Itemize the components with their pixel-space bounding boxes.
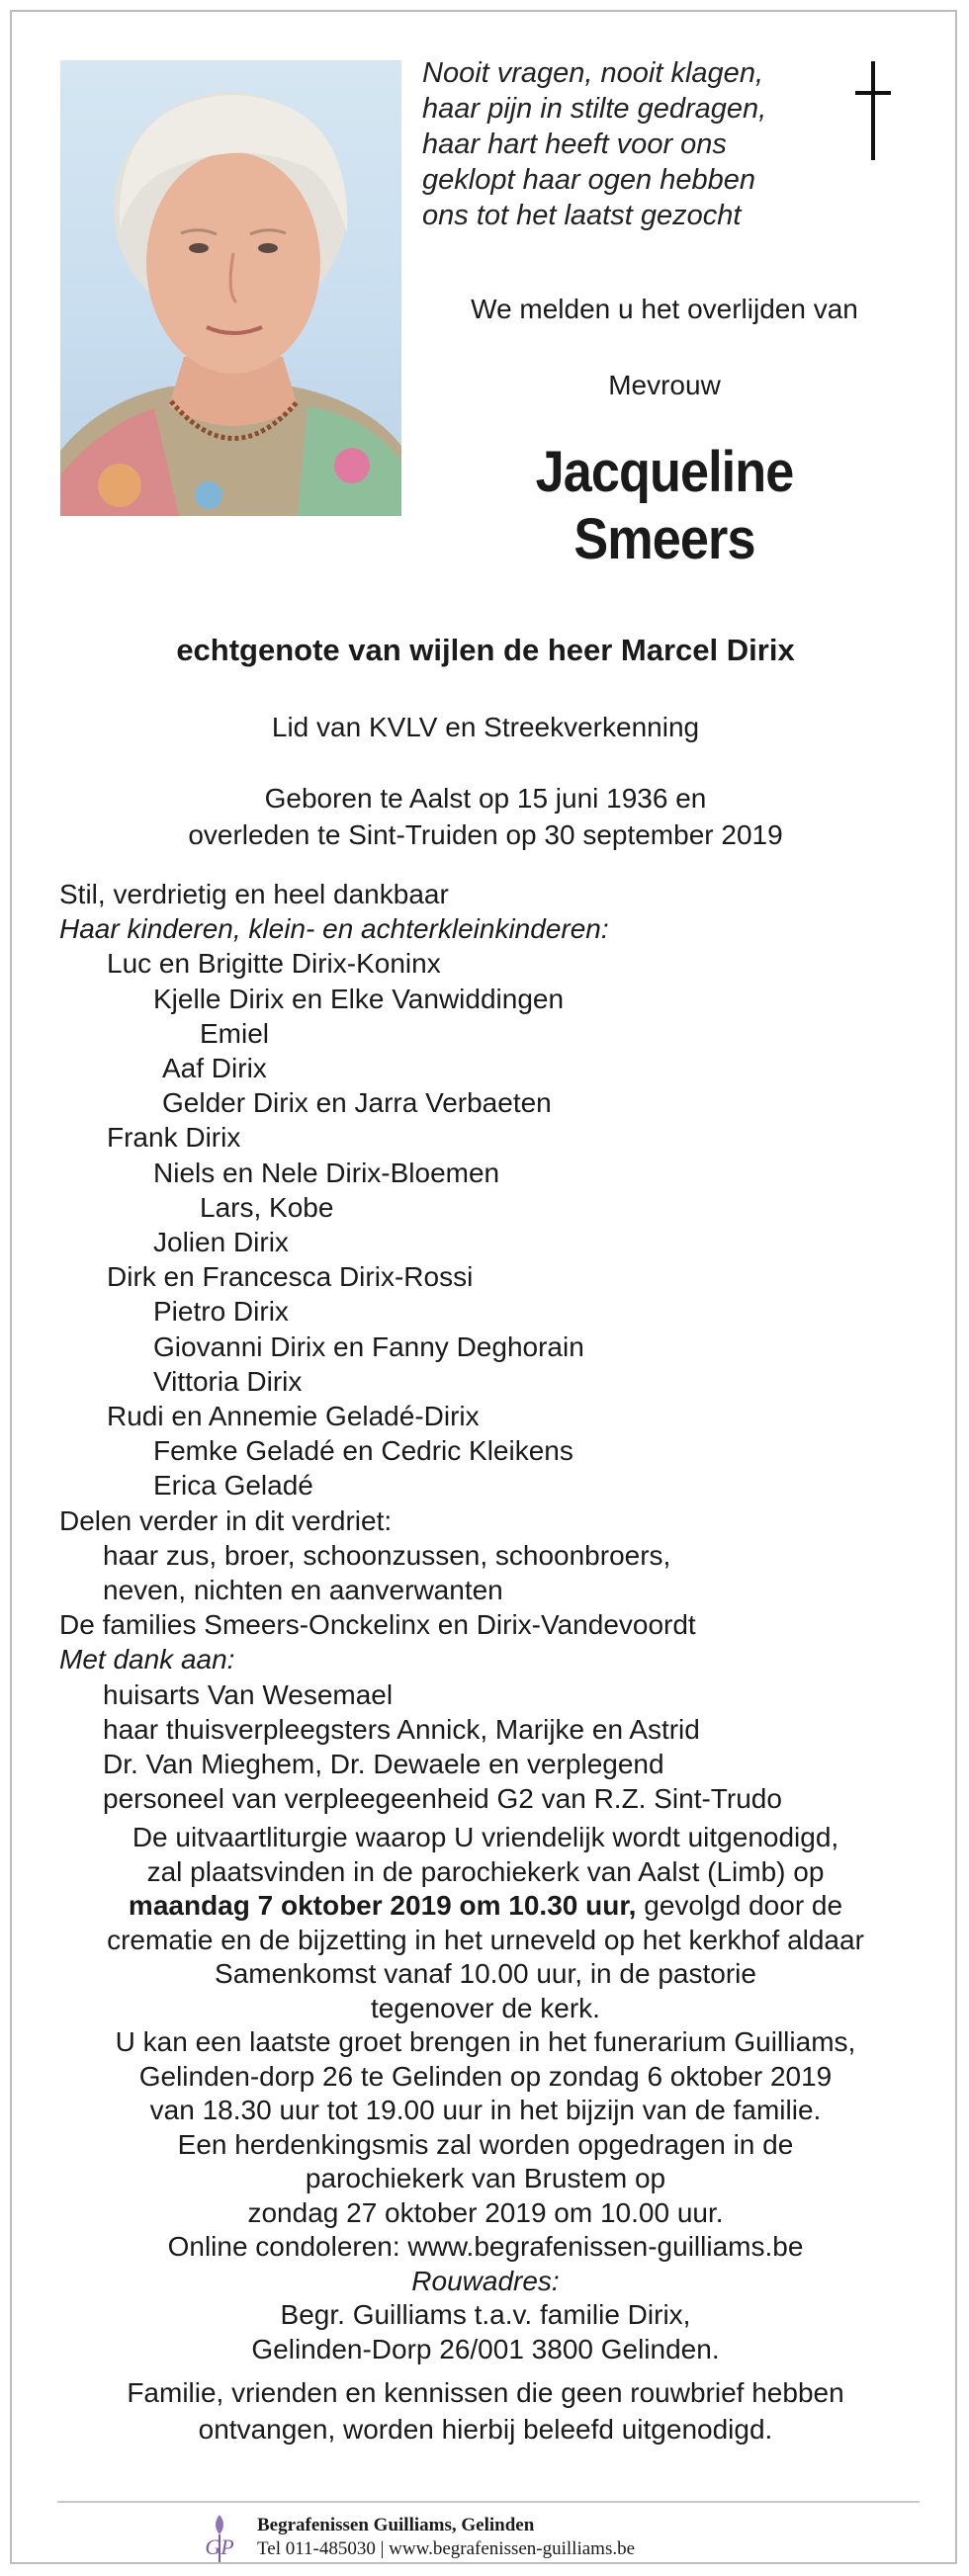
family-line: Erica Geladé [153, 1470, 313, 1502]
funeral-line: De uitvaartliturgie waarop U vriendelijk wordt uitgenodigd, [132, 1822, 839, 1852]
thanks-line: Dr. Van Mieghem, Dr. Dewaele en verplegend [103, 1749, 664, 1780]
funeral-line: tegenover de kerk. [371, 1992, 600, 2023]
poem-line: geklopt haar ogen hebben [422, 164, 756, 196]
deceased-name [433, 439, 896, 573]
cross-icon [855, 61, 891, 165]
deceased-first-name: Jacqueline [535, 440, 794, 504]
funeral-home-logo [194, 2511, 245, 2571]
family-line: Vittoria Dirix [153, 1365, 303, 1397]
invite-line: ontvangen, worden hierbij beleefd uitgenodigd. [198, 2414, 773, 2445]
family-line: Kjelle Dirix en Elke Vanwiddingen [153, 983, 565, 1014]
funeral-line: parochiekerk van Brustem op [305, 2163, 666, 2193]
family-line: Niels en Nele Dirix-Bloemen [153, 1157, 500, 1188]
funeral-line: zal plaatsvinden in de parochiekerk van Aalst (Limb) op [146, 1855, 825, 1887]
address-line: Begr. Guilliams t.a.v. familie Dirix, [280, 2299, 691, 2330]
family-list [59, 877, 929, 1816]
family-line: Gelder Dirix en Jarra Verbaeten [162, 1087, 552, 1119]
company-contact[interactable]: Tel 011-485030 | www.begrafenissen-guilliams.be [257, 2538, 636, 2559]
funeral-info [12, 1821, 959, 2366]
share-line: neven, nichten en aanverwanten [103, 1575, 503, 1606]
invite-line: Familie, vrienden en kennissen die geen rouwbrief hebben [127, 2377, 844, 2408]
family-line: Lars, Kobe [200, 1191, 334, 1223]
invitation [12, 2374, 959, 2447]
poem [422, 55, 818, 233]
condolence-line: Online condoleren: www.begrafenissen-guilliams.be [167, 2231, 804, 2262]
poem-line: Nooit vragen, nooit klagen, [422, 57, 763, 89]
thanks-heading: Met dank aan: [59, 1644, 235, 1675]
thanks-line: personeel van verpleegeenheid G2 van R.Z. Sint-Trudo [103, 1783, 782, 1815]
funeral-line: U kan een laatste groet brengen in het funerarium Guilliams, [115, 2026, 856, 2057]
funeral-line: zondag 27 oktober 2019 om 10.00 uur. [247, 2196, 724, 2228]
family-line: Aaf Dirix [162, 1053, 267, 1084]
family-line: Jolien Dirix [153, 1227, 289, 1258]
poem-line: haar pijn in stilte gedragen, [422, 93, 767, 125]
footer-text [257, 2514, 635, 2561]
thanks-line: haar thuisverpleegsters Annick, Marijke en Astrid [103, 1713, 700, 1745]
share-line: haar zus, broer, schoonzussen, schoonbroers, [103, 1539, 671, 1571]
company-name: Begrafenissen Guilliams, Gelinden [257, 2515, 535, 2535]
family-line: Rudi en Annemie Geladé-Dirix [107, 1401, 480, 1432]
funeral-line: gevolgd door de [636, 1890, 843, 1921]
funeral-date-line [12, 1889, 959, 1924]
funeral-line: Samenkomst vanaf 10.00 uur, in de pastorie [215, 1958, 756, 1989]
logo-text: GP [205, 2534, 234, 2559]
address-line: Gelinden-Dorp 26/001 3800 Gelinden. [251, 2333, 720, 2364]
family-line: Frank Dirix [107, 1122, 241, 1154]
family-line: Dirk en Francesca Dirix-Rossi [107, 1261, 474, 1293]
death-line: overleden te Sint-Truiden op 30 september 2019 [188, 819, 783, 850]
families-line: De families Smeers-Onckelinx en Dirix-Vandevoordt [59, 1609, 696, 1641]
funeral-line: crematie en de bijzetting in het urneveld op het kerkhof aldaar [107, 1924, 864, 1955]
birth-death-info [12, 780, 959, 853]
thanks-line: huisarts Van Wesemael [103, 1678, 394, 1710]
membership-line: Lid van KVLV en Streekverkenning [271, 712, 700, 742]
portrait-photo [60, 60, 401, 516]
announcement: We melden u het overlijden van [471, 294, 858, 324]
funeral-line: Een herdenkingsmis zal worden opgedragen in de [177, 2128, 794, 2160]
family-line: Emiel [200, 1017, 270, 1049]
address-heading: Rouwadres: [411, 2265, 560, 2296]
family-line: Giovanni Dirix en Fanny Deghorain [153, 1331, 584, 1362]
footer-divider [57, 2501, 920, 2503]
funeral-date: maandag 7 oktober 2019 om 10.30 uur, [128, 1890, 637, 1921]
funeral-line: Gelinden-dorp 26 te Gelinden op zondag 6 oktober 2019 [138, 2060, 833, 2092]
deceased-last-name: Smeers [573, 507, 755, 571]
share-heading: Delen verder in dit verdriet: [59, 1504, 393, 1536]
deceased-title: Mevrouw [608, 370, 721, 400]
obituary-card [10, 10, 957, 2564]
poem-line: ons tot het laatst gezocht [422, 200, 742, 231]
funeral-line: van 18.30 uur tot 19.00 uur in het bijzijn van de familie. [149, 2095, 822, 2125]
spouse-line: echtgenote van wijlen de heer Marcel Dirix [176, 633, 795, 667]
family-line: Pietro Dirix [153, 1296, 289, 1328]
family-line: Luc en Brigitte Dirix-Koninx [107, 948, 441, 980]
children-heading: Haar kinderen, klein- en achterkleinkinderen: [59, 913, 609, 945]
birth-line: Geboren te Aalst op 15 juni 1936 en [264, 783, 707, 814]
family-intro: Stil, verdrietig en heel dankbaar [59, 879, 449, 909]
poem-line: haar hart heeft voor ons [422, 129, 727, 160]
family-line: Femke Geladé en Cedric Kleikens [153, 1435, 573, 1467]
